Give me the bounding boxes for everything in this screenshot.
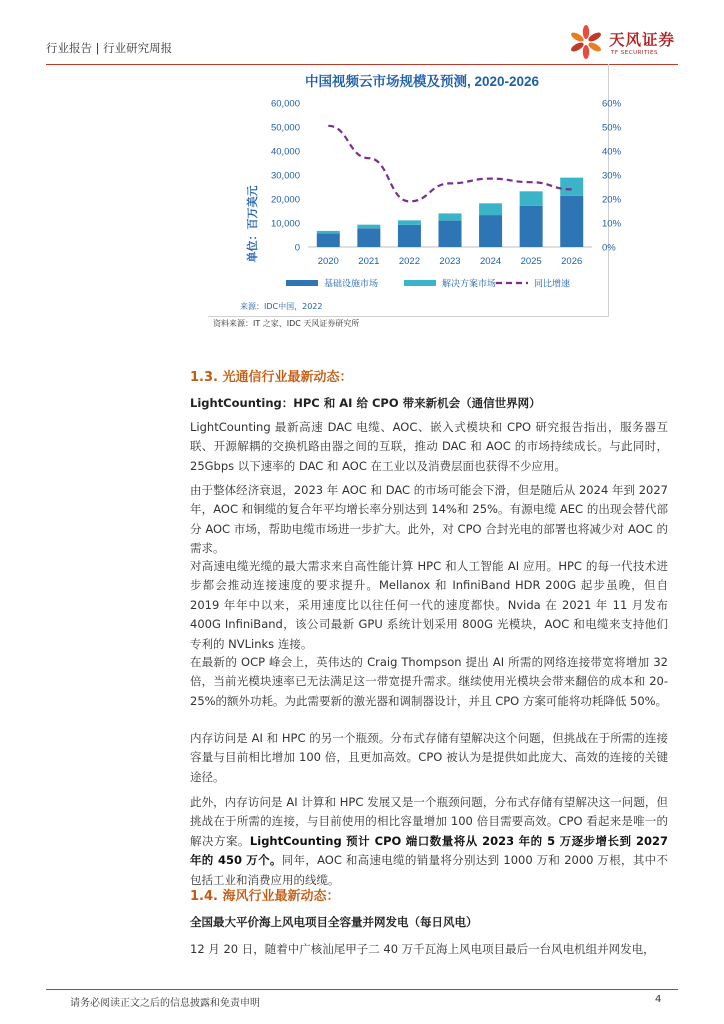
section-1-3-title: 1.3. 光通信行业最新动态： — [190, 370, 353, 385]
y-tick-label: 30,000 — [270, 170, 300, 182]
y-tick-label: 60,000 — [270, 98, 300, 110]
x-tick-label: 2024 — [480, 256, 502, 267]
legend-label: 同比增速 — [534, 279, 571, 290]
legend-label: 基础设施市场 — [324, 279, 379, 290]
y-tick-label: 10,000 — [270, 218, 300, 230]
footer-divider — [46, 989, 678, 990]
paragraph — [190, 793, 668, 890]
paragraph: 由于整体经济衰退，2023 年 AOC 和 DAC 的市场可能会下滑，但是随后从 2024 年到 2027 年，AOC 和铜缆的复合年平均增长率分别达到 14%和 25%。有源电缆 AEC 的出现会替代部分 AOC 市场，帮助电缆市场进一步扩大。此外，对 CPO 合封光电的部署也将减少对 AOC 的需求。 — [190, 483, 668, 556]
y2-tick-label: 30% — [602, 170, 622, 182]
x-tick-label: 2026 — [561, 256, 583, 267]
bar — [520, 206, 543, 247]
paragraph: 对高速电缆光缆的最大需求来自高性能计算 HPC 和人工智能 AI 应用。HPC 的每一代技术进步都会推动连接速度的要求提升。Mellanox 和 InfiniBand HDR 200G 起步虽晚，但自 2019 年年中以来，采用速度比以往任何一代的速度都快。Nvida 在 2021 年 11 月发布 400G InfiniBand，该公司最新 GPU 系统计划采用 800G 光模块，AOC 和电缆来支持他们专利的 NVLinks 连接。 — [190, 559, 668, 651]
paragraph: 内存访问是 AI 和 HPC 的另一个瓶颈。分布式存储有望解决这个问题，但挑战在于所需的连接容量与目前相比增加 100 倍，且更加高效。CPO 被认为是提供如此庞大、高效的连接的关键途径。 — [190, 731, 668, 784]
y2-tick-label: 50% — [602, 122, 622, 134]
paragraph-text: 此外，内存访问是 AI 计算和 HPC 发展又是一个瓶颈问题，分布式存储有望解决这一问题，但挑战在于所需的连接，与目前使用的相比容量增加 100 倍目需要高效。CPO 看起来是唯一的解决方案。 — [190, 795, 668, 848]
figure-source: 资料来源：IT 之家、IDC 天风证券研究所 — [213, 319, 360, 328]
y2-tick-label: 40% — [602, 146, 622, 158]
y2-tick-label: 0% — [602, 242, 616, 254]
section-1-4-title: 1.4. 海风行业最新动态： — [190, 889, 340, 904]
report-category: 行业报告 | 行业研究周报 — [46, 41, 173, 55]
paragraph: LightCounting 最新高速 DAC 电缆、AOC、嵌入式模块和 CPO 研究报告指出，服务器互联、开源解耦的交换机路由器之间的互联，推动 DAC 和 AOC 的市场持续成长。与此同时，25Gbps 以下速率的 DAC 和 AOC 在工业以及消费层面也获得不少应用。 — [190, 420, 668, 473]
bar — [317, 234, 340, 247]
x-tick-label: 2023 — [439, 256, 461, 267]
paragraph: 12 月 20 日，随着中广核汕尾甲子二 40 万千瓦海上风电项目最后一台风电机组并网发电， — [190, 942, 655, 956]
section-1-3-subtitle: LightCounting：HPC 和 AI 给 CPO 带来新机会（通信世界网） — [190, 396, 541, 410]
bar — [479, 203, 502, 215]
brand-name-en: TF SECURITIES — [611, 50, 658, 56]
bar — [520, 191, 543, 205]
y-tick-label: 0 — [294, 242, 300, 254]
bar — [479, 215, 502, 247]
paragraph-text: 同年，AOC 和高速电缆的销量将分别达到 1000 万和 2000 万根，其中不包括工业和消费应用的线缆。 — [190, 853, 668, 887]
x-tick-label: 2022 — [398, 256, 420, 267]
chart-ylabel: 单位：百万美元 — [246, 185, 259, 263]
bar — [398, 225, 421, 247]
chart-source: 来源：IDC中国，2022 — [240, 302, 323, 311]
bar — [560, 178, 583, 196]
paragraph: 在最新的 OCP 峰会上，英伟达的 Craig Thompson 提出 AI 所需的网络连接带宽将增加 32 倍，当前光模块速率已无法满足这一带宽提升需求。继续使用光模块会带来翻倍的成本和 20-25%的额外功耗。为此需要新的激光器和调制器设计，并且 CPO 方案可能将功耗降低 50%。 — [190, 655, 668, 708]
brand-name-cn: 天风证券 — [609, 31, 676, 49]
series-line-growth — [328, 126, 571, 202]
bar — [357, 228, 380, 247]
legend-label: 解决方案市场 — [442, 279, 497, 290]
x-tick-label: 2025 — [520, 256, 542, 267]
x-tick-label: 2020 — [317, 256, 339, 267]
bar — [560, 196, 583, 247]
paragraph-emphasis: LightCounting 预计 CPO 端口数量将从 2023 年的 5 万逐步增长到 2027 年的 450 万个。 — [190, 833, 668, 868]
y2-tick-label: 20% — [602, 194, 622, 206]
section-1-4-subtitle: 全国最大平价海上风电项目全容量并网发电（每日风电） — [190, 915, 478, 929]
legend-swatch — [286, 280, 318, 286]
bar — [317, 231, 340, 234]
bar — [398, 220, 421, 225]
y-tick-label: 40,000 — [270, 146, 300, 158]
y2-tick-label: 10% — [602, 218, 622, 230]
chart-title: 中国视频云市场规模及预测, 2020-2026 — [304, 74, 540, 89]
y-tick-label: 50,000 — [270, 122, 300, 134]
page-number: 4 — [655, 994, 662, 1005]
y2-tick-label: 60% — [602, 98, 622, 110]
bar — [439, 221, 462, 247]
footer-disclaimer: 请务必阅读正文之后的信息披露和免责申明 — [70, 998, 260, 1009]
bar — [439, 213, 462, 220]
legend-swatch — [404, 280, 436, 286]
market-size-chart — [208, 64, 622, 300]
x-tick-label: 2021 — [358, 256, 380, 267]
y-tick-label: 20,000 — [270, 194, 300, 206]
bar — [357, 225, 380, 229]
